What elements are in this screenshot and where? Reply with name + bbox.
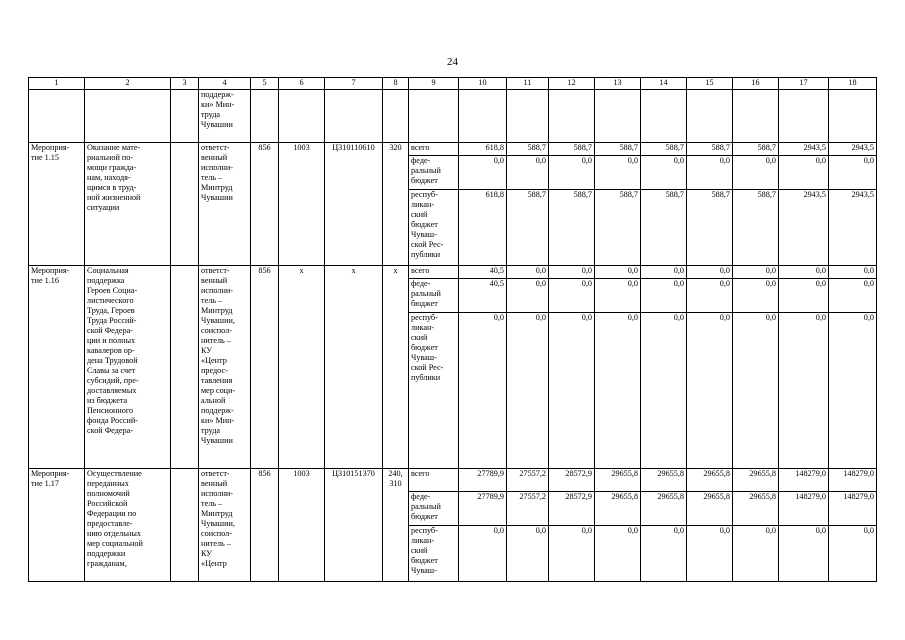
- event-cell: Мероприя- тие 1.16: [29, 266, 85, 469]
- code-cell: x: [325, 266, 383, 469]
- value-cell: 0,0: [779, 156, 829, 190]
- value-cell: 28572,9: [549, 469, 595, 492]
- value-cell: 0,0: [641, 156, 687, 190]
- value-cell: 0,0: [829, 279, 877, 313]
- executor-cell: ответст- венный исполни- тель – Минтруд Чувашии, соиспол- нитель – КУ «Центр: [199, 469, 251, 582]
- table-cell: [459, 90, 507, 143]
- value-cell: 0,0: [459, 313, 507, 469]
- value-cell: 0,0: [687, 279, 733, 313]
- table-cell: [409, 90, 459, 143]
- empty-cell: [171, 469, 199, 582]
- table-cell: [641, 90, 687, 143]
- value-cell: 2943,5: [779, 190, 829, 266]
- value-cell: 0,0: [641, 313, 687, 469]
- value-cell: 588,7: [549, 143, 595, 156]
- value-cell: 588,7: [687, 190, 733, 266]
- value-cell: 0,0: [595, 526, 641, 582]
- table-cell: [595, 90, 641, 143]
- column-number: 11: [507, 78, 549, 90]
- value-cell: 0,0: [641, 279, 687, 313]
- column-number: 12: [549, 78, 595, 90]
- source-label: всего: [409, 469, 459, 492]
- code-cell: 1003: [279, 469, 325, 582]
- empty-cell: [171, 266, 199, 469]
- executor-cell: ответст- венный исполни- тель – Минтруд Чувашии: [199, 143, 251, 266]
- column-number: 16: [733, 78, 779, 90]
- value-cell: 0,0: [829, 266, 877, 279]
- value-cell: 0,0: [641, 526, 687, 582]
- value-cell: 27789,9: [459, 469, 507, 492]
- value-cell: 29655,8: [595, 492, 641, 526]
- column-number: 8: [383, 78, 409, 90]
- value-cell: 0,0: [595, 156, 641, 190]
- value-cell: 618,8: [459, 190, 507, 266]
- value-cell: 0,0: [459, 156, 507, 190]
- value-cell: 29655,8: [733, 492, 779, 526]
- value-cell: 27557,2: [507, 492, 549, 526]
- table-cell: [687, 90, 733, 143]
- value-cell: 588,7: [641, 143, 687, 156]
- table-cell: [85, 90, 171, 143]
- code-cell: 1003: [279, 143, 325, 266]
- value-cell: 0,0: [733, 526, 779, 582]
- code-cell: Ц310151370: [325, 469, 383, 582]
- table-cell: [251, 90, 279, 143]
- value-cell: 148279,0: [829, 492, 877, 526]
- code-cell: 856: [251, 143, 279, 266]
- value-cell: 0,0: [687, 526, 733, 582]
- table-cell: [733, 90, 779, 143]
- executor-cell: ответст- венный исполни- тель – Минтруд Чувашии, соиспол- нитель – КУ «Центр предос- тавления мер соци- альной поддерж- ки» Мин- труда Чувашии: [199, 266, 251, 469]
- column-number: 1: [29, 78, 85, 90]
- source-label: всего: [409, 266, 459, 279]
- column-number: 3: [171, 78, 199, 90]
- source-label: всего: [409, 143, 459, 156]
- value-cell: 0,0: [595, 313, 641, 469]
- value-cell: 148279,0: [779, 469, 829, 492]
- page-number: 24: [447, 56, 458, 68]
- budget-table: [28, 77, 877, 582]
- table-cell: [279, 90, 325, 143]
- code-cell: 240, 310: [383, 469, 409, 582]
- value-cell: 588,7: [641, 190, 687, 266]
- value-cell: 0,0: [779, 279, 829, 313]
- value-cell: 148279,0: [829, 469, 877, 492]
- value-cell: 0,0: [507, 279, 549, 313]
- value-cell: 588,7: [507, 143, 549, 156]
- column-number: 13: [595, 78, 641, 90]
- value-cell: 0,0: [733, 156, 779, 190]
- value-cell: 0,0: [829, 156, 877, 190]
- value-cell: 40,5: [459, 279, 507, 313]
- value-cell: 27557,2: [507, 469, 549, 492]
- column-number: 2: [85, 78, 171, 90]
- source-label: респуб- ликан- ский бюджет Чуваш-: [409, 526, 459, 582]
- value-cell: 0,0: [733, 266, 779, 279]
- value-cell: 29655,8: [641, 469, 687, 492]
- column-number: 7: [325, 78, 383, 90]
- value-cell: 0,0: [549, 279, 595, 313]
- value-cell: 618,8: [459, 143, 507, 156]
- column-number: 14: [641, 78, 687, 90]
- value-cell: 588,7: [595, 190, 641, 266]
- value-cell: 0,0: [641, 266, 687, 279]
- source-label: респуб- ликан- ский бюджет Чуваш- ской Рес- публики: [409, 313, 459, 469]
- value-cell: 0,0: [595, 266, 641, 279]
- table-cell: [549, 90, 595, 143]
- code-cell: 856: [251, 266, 279, 469]
- name-cell: Оказание мате- риальной по- мощи гражда- нам, находя- щимся в труд- ной жизненной ситуации: [85, 143, 171, 266]
- empty-cell: [171, 143, 199, 266]
- value-cell: 0,0: [549, 266, 595, 279]
- value-cell: 2943,5: [829, 143, 877, 156]
- table-row: [29, 266, 877, 279]
- executor-cell: поддерж- ки» Мин- труда Чувашии: [199, 90, 251, 143]
- value-cell: 0,0: [507, 526, 549, 582]
- value-cell: 2943,5: [829, 190, 877, 266]
- column-number-row: [29, 78, 877, 90]
- event-cell: Мероприя- тие 1.15: [29, 143, 85, 266]
- source-label: респуб- ликан- ский бюджет Чуваш- ской Рес- публики: [409, 190, 459, 266]
- column-number: 5: [251, 78, 279, 90]
- code-cell: 320: [383, 143, 409, 266]
- name-cell: Осуществление переданных полномочий Российской Федерации по предоставле- нию отдельных мер социальной поддержки гражданам,: [85, 469, 171, 582]
- table-cell: [779, 90, 829, 143]
- value-cell: 588,7: [549, 190, 595, 266]
- column-number: 10: [459, 78, 507, 90]
- continuation-row: [29, 90, 877, 143]
- value-cell: 0,0: [779, 266, 829, 279]
- value-cell: 0,0: [595, 279, 641, 313]
- value-cell: 2943,5: [779, 143, 829, 156]
- value-cell: 0,0: [779, 313, 829, 469]
- code-cell: x: [383, 266, 409, 469]
- event-cell: Мероприя- тие 1.17: [29, 469, 85, 582]
- table-cell: [29, 90, 85, 143]
- value-cell: 588,7: [687, 143, 733, 156]
- value-cell: 588,7: [733, 143, 779, 156]
- code-cell: 856: [251, 469, 279, 582]
- value-cell: 0,0: [829, 526, 877, 582]
- column-number: 6: [279, 78, 325, 90]
- value-cell: 0,0: [549, 526, 595, 582]
- value-cell: 0,0: [829, 313, 877, 469]
- column-number: 17: [779, 78, 829, 90]
- value-cell: 588,7: [733, 190, 779, 266]
- value-cell: 0,0: [507, 156, 549, 190]
- source-label: феде- ральный бюджет: [409, 492, 459, 526]
- value-cell: 27789,9: [459, 492, 507, 526]
- value-cell: 148279,0: [779, 492, 829, 526]
- value-cell: 0,0: [459, 526, 507, 582]
- value-cell: 28572,9: [549, 492, 595, 526]
- value-cell: 29655,8: [595, 469, 641, 492]
- source-label: феде- ральный бюджет: [409, 279, 459, 313]
- table-cell: [829, 90, 877, 143]
- value-cell: 29655,8: [641, 492, 687, 526]
- value-cell: 0,0: [733, 313, 779, 469]
- value-cell: 29655,8: [733, 469, 779, 492]
- value-cell: 0,0: [733, 279, 779, 313]
- code-cell: Ц310110610: [325, 143, 383, 266]
- value-cell: 0,0: [687, 266, 733, 279]
- value-cell: 0,0: [549, 313, 595, 469]
- value-cell: 588,7: [595, 143, 641, 156]
- source-label: феде- ральный бюджет: [409, 156, 459, 190]
- table-row: [29, 469, 877, 492]
- value-cell: 588,7: [507, 190, 549, 266]
- column-number: 18: [829, 78, 877, 90]
- table-cell: [507, 90, 549, 143]
- column-number: 4: [199, 78, 251, 90]
- value-cell: 0,0: [507, 313, 549, 469]
- value-cell: 0,0: [507, 266, 549, 279]
- value-cell: 0,0: [549, 156, 595, 190]
- code-cell: x: [279, 266, 325, 469]
- column-number: 15: [687, 78, 733, 90]
- value-cell: 0,0: [687, 313, 733, 469]
- table-row: [29, 143, 877, 156]
- value-cell: 0,0: [779, 526, 829, 582]
- value-cell: 29655,8: [687, 469, 733, 492]
- value-cell: 40,5: [459, 266, 507, 279]
- value-cell: 0,0: [687, 156, 733, 190]
- table-cell: [171, 90, 199, 143]
- column-number: 9: [409, 78, 459, 90]
- table-cell: [325, 90, 383, 143]
- name-cell: Социальная поддержка Героев Социа- листического Труда, Героев Труда Россий- ской Федера- ции и полных кавалеров ор- дена Трудовой Славы за счет субсидий, пре- доставляемых из бюджета Пенсионного фонда Россий- ской Федера-: [85, 266, 171, 469]
- table-cell: [383, 90, 409, 143]
- value-cell: 29655,8: [687, 492, 733, 526]
